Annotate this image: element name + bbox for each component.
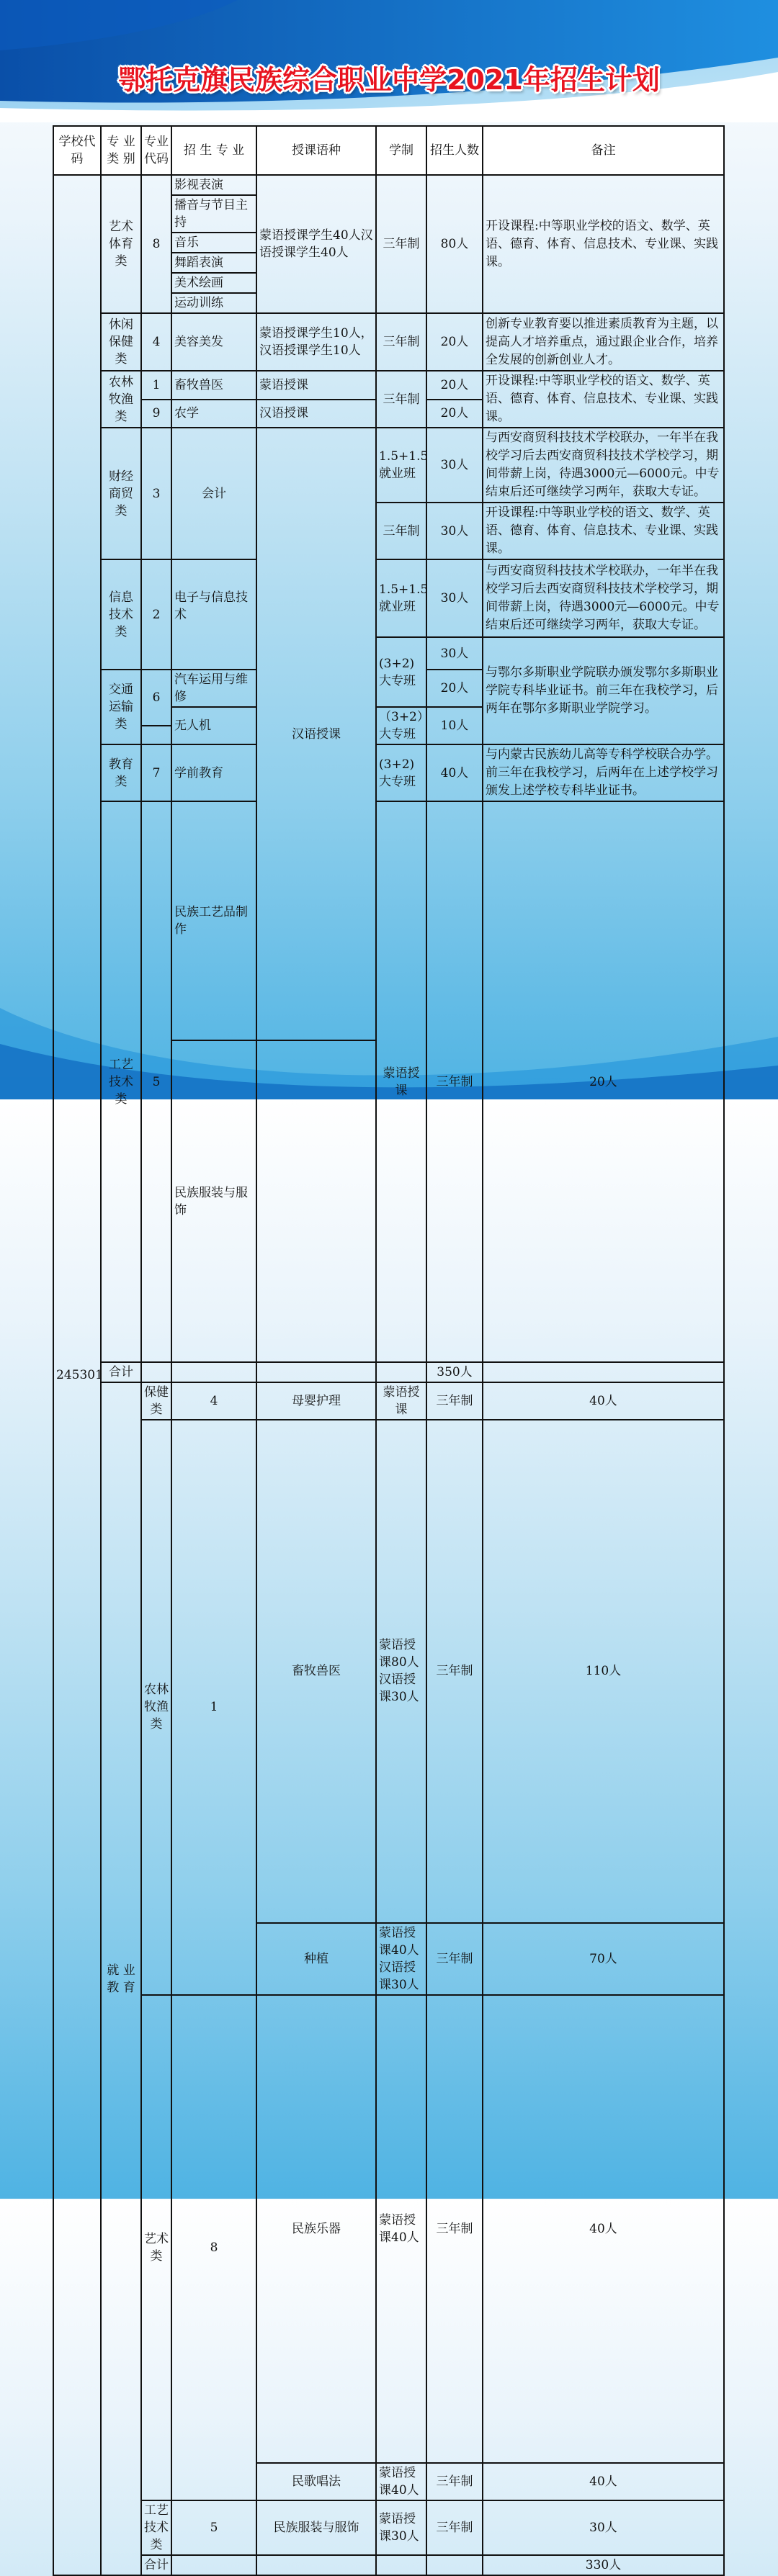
remark-cell: 与鄂尔多斯职业学院联办颁发鄂尔多斯职业学院专科毕业证书。前三年在我校学习，后两年在鄂尔多斯职业学院学习。 [483, 637, 724, 744]
language-cell: 汉语授课 [256, 428, 376, 1040]
language-cell: 蒙语授课学生40人汉语授课学生40人 [256, 175, 376, 313]
major-cell: 畜牧兽医 [171, 371, 256, 400]
count-cell: 110人 [483, 1420, 724, 1923]
header-language: 授课语种 [256, 126, 376, 175]
major-cell: 舞蹈表演 [171, 253, 256, 273]
category-cell: 教育类 [101, 744, 141, 801]
code-cell: 4 [171, 1382, 256, 1420]
major-cell: 美容美发 [171, 313, 256, 371]
header-count: 招生人数 [426, 126, 483, 175]
duration-cell: 三年制 [426, 1420, 483, 1923]
language-cell: 蒙语授课40人 [376, 2463, 426, 2500]
duration-cell: 三年制 [426, 2500, 483, 2555]
code-cell: 7 [141, 744, 171, 801]
language-cell: 蒙语授课40人汉语授课30人 [376, 1923, 426, 1995]
category-cell: 艺术类 [141, 1995, 171, 2501]
total-row [53, 1362, 724, 1382]
language-cell: 蒙语授课 [256, 371, 376, 400]
header-category: 专 业 类 别 [101, 126, 141, 175]
major-cell: 美术绘画 [171, 273, 256, 293]
code-cell: 4 [141, 313, 171, 371]
duration-cell: 1.5+1.5就业班 [376, 428, 426, 503]
category-cell: 信息技术类 [101, 559, 141, 670]
code-cell: 6 [141, 670, 171, 726]
section-label: 就 业 教 育 [101, 1382, 141, 2575]
remark-cell: 与内蒙古民族幼儿高等专科学校联合办学。前三年在我校学习，后两年在上述学校学习颁发上述学校专科毕业证书。 [483, 744, 724, 801]
table-row [53, 371, 724, 400]
count-cell: 30人 [426, 559, 483, 637]
total-label: 合计 [101, 1362, 141, 1382]
major-cell: 畜牧兽医 [256, 1420, 376, 1923]
category-cell: 工艺技术类 [141, 2500, 171, 2555]
header-code: 专业 代码 [141, 126, 171, 175]
table-row [53, 1995, 724, 2464]
code-cell: 1 [141, 371, 171, 400]
duration-cell: 三年制 [426, 1995, 483, 2464]
duration-cell: 三年制 [376, 175, 426, 313]
language-cell: 蒙语授课 [376, 1382, 426, 1420]
total-label: 合计 [141, 2555, 171, 2575]
header-school-code: 学校代码 [53, 126, 101, 175]
table-row [53, 313, 724, 371]
category-cell: 农林牧渔类 [141, 1420, 171, 1995]
count-cell: 20人 [483, 801, 724, 1362]
category-cell: 财经商贸类 [101, 428, 141, 559]
code-cell: 3 [141, 428, 171, 559]
table-row [53, 801, 724, 1040]
table-row [53, 744, 724, 801]
major-cell: 农学 [171, 400, 256, 428]
duration-cell: 三年制 [426, 1382, 483, 1420]
category-cell: 交通运输类 [101, 670, 141, 744]
major-cell: 民族乐器 [256, 1995, 376, 2464]
language-cell: 蒙语授课40人 [376, 1995, 426, 2464]
major-cell: 学前教育 [171, 744, 256, 801]
major-cell: 民族服装与服饰 [171, 1040, 256, 1362]
count-cell: 40人 [483, 2463, 724, 2500]
count-cell: 40人 [426, 744, 483, 801]
header-row [53, 126, 724, 175]
major-cell: 汽车运用与维修 [171, 670, 256, 707]
remark-cell: 与西安商贸科技技术学校联办，一年半在我校学习后去西安商贸科技技术学校学习，期间带薪上岗，待遇3000元—6000元。中专结束后还可继续学习两年，获取大专证。 [483, 559, 724, 637]
enrollment-table [53, 125, 725, 2576]
language-cell: 汉语授课 [256, 400, 376, 428]
major-cell: 民族服装与服饰 [256, 2500, 376, 2555]
count-cell: 40人 [483, 1382, 724, 1420]
duration-cell: 三年制 [376, 371, 426, 428]
major-cell: 运动训练 [171, 293, 256, 313]
table-row [53, 559, 724, 637]
remark-cell: 与西安商贸科技技术学校联办，一年半在我校学习后去西安商贸科技技术学校学习，期间带薪上岗，待遇3000元—6000元。中专结束后还可继续学习两年，获取大专证。 [483, 428, 724, 503]
count-cell: 10人 [426, 707, 483, 744]
header-remark: 备注 [483, 126, 724, 175]
page-title: 鄂托克旗民族综合职业中学2021年招生计划 [118, 64, 660, 96]
count-cell: 20人 [426, 670, 483, 707]
major-cell: 电子与信息技术 [171, 559, 256, 670]
duration-cell: 1.5+1.5就业班 [376, 559, 426, 637]
duration-cell: (3+2)大专班 [376, 744, 426, 801]
table-row [53, 428, 724, 503]
category-cell: 农林牧渔类 [101, 371, 141, 428]
remark-cell: 开设课程:中等职业学校的语文、数学、英语、德育、体育、信息技术、专业课、实践课。 [483, 175, 724, 313]
school-code-cell: 245301 [53, 175, 101, 2575]
remark-cell: 开设课程:中等职业学校的语文、数学、英语、德育、体育、信息技术、专业课、实践课。 [483, 503, 724, 559]
table-row [53, 1382, 724, 1420]
code-cell: 5 [141, 801, 171, 1362]
major-cell: 影视表演 [171, 175, 256, 195]
count-cell: 20人 [426, 400, 483, 428]
major-cell: 会计 [171, 428, 256, 559]
category-cell: 工艺技术类 [101, 801, 141, 1362]
category-cell: 保健类 [141, 1382, 171, 1420]
duration-cell: (3+2)大专班 [376, 637, 426, 707]
duration-cell: 三年制 [376, 503, 426, 559]
duration-cell: 三年制 [426, 1923, 483, 1995]
major-cell: 无人机 [171, 707, 256, 744]
language-cell: 蒙语授课学生10人，汉语授课学生10人 [256, 313, 376, 371]
major-cell: 音乐 [171, 233, 256, 253]
major-cell: 种植 [256, 1923, 376, 1995]
duration-cell: 三年制 [376, 313, 426, 371]
count-cell: 40人 [483, 1995, 724, 2464]
table-row [53, 2500, 724, 2555]
total-count: 350人 [426, 1362, 483, 1382]
code-cell [141, 726, 171, 744]
category-cell: 休闲保健类 [101, 313, 141, 371]
count-cell: 70人 [483, 1923, 724, 1995]
language-cell: 蒙语授课80人汉语授课30人 [376, 1420, 426, 1923]
code-cell: 5 [171, 2500, 256, 2555]
count-cell: 30人 [426, 503, 483, 559]
count-cell: 80人 [426, 175, 483, 313]
code-cell: 2 [141, 559, 171, 670]
category-cell: 艺术体育类 [101, 175, 141, 313]
remark-cell: 开设课程:中等职业学校的语文、数学、英语、德育、体育、信息技术、专业课、实践课。 [483, 371, 724, 428]
remark-cell: 创新专业教育要以推进素质教育为主题，以提高人才培养重点，通过跟企业合作，培养全发展的创新创业人才。 [483, 313, 724, 371]
count-cell: 30人 [483, 2500, 724, 2555]
duration-cell: 三年制 [426, 2463, 483, 2500]
count-cell: 30人 [426, 428, 483, 503]
major-cell: 民族工艺品制作 [171, 801, 256, 1040]
code-cell: 1 [171, 1420, 256, 1995]
header-major: 招 生 专 业 [171, 126, 256, 175]
code-cell: 8 [141, 175, 171, 313]
duration-cell: （3+2）大专班 [376, 707, 426, 744]
language-cell: 蒙语授课 [376, 801, 426, 1362]
count-cell: 20人 [426, 371, 483, 400]
count-cell: 20人 [426, 313, 483, 371]
total-row [53, 2555, 724, 2575]
total-count: 330人 [483, 2555, 724, 2575]
major-cell: 母婴护理 [256, 1382, 376, 1420]
code-cell: 8 [171, 1995, 256, 2501]
header-duration: 学制 [376, 126, 426, 175]
language-cell: 蒙语授课30人 [376, 2500, 426, 2555]
duration-cell: 三年制 [426, 801, 483, 1362]
table-row [53, 1420, 724, 1923]
count-cell: 30人 [426, 637, 483, 670]
major-cell: 播音与节目主持 [171, 195, 256, 233]
table-row [53, 175, 724, 195]
major-cell: 民歌唱法 [256, 2463, 376, 2500]
code-cell: 9 [141, 400, 171, 428]
